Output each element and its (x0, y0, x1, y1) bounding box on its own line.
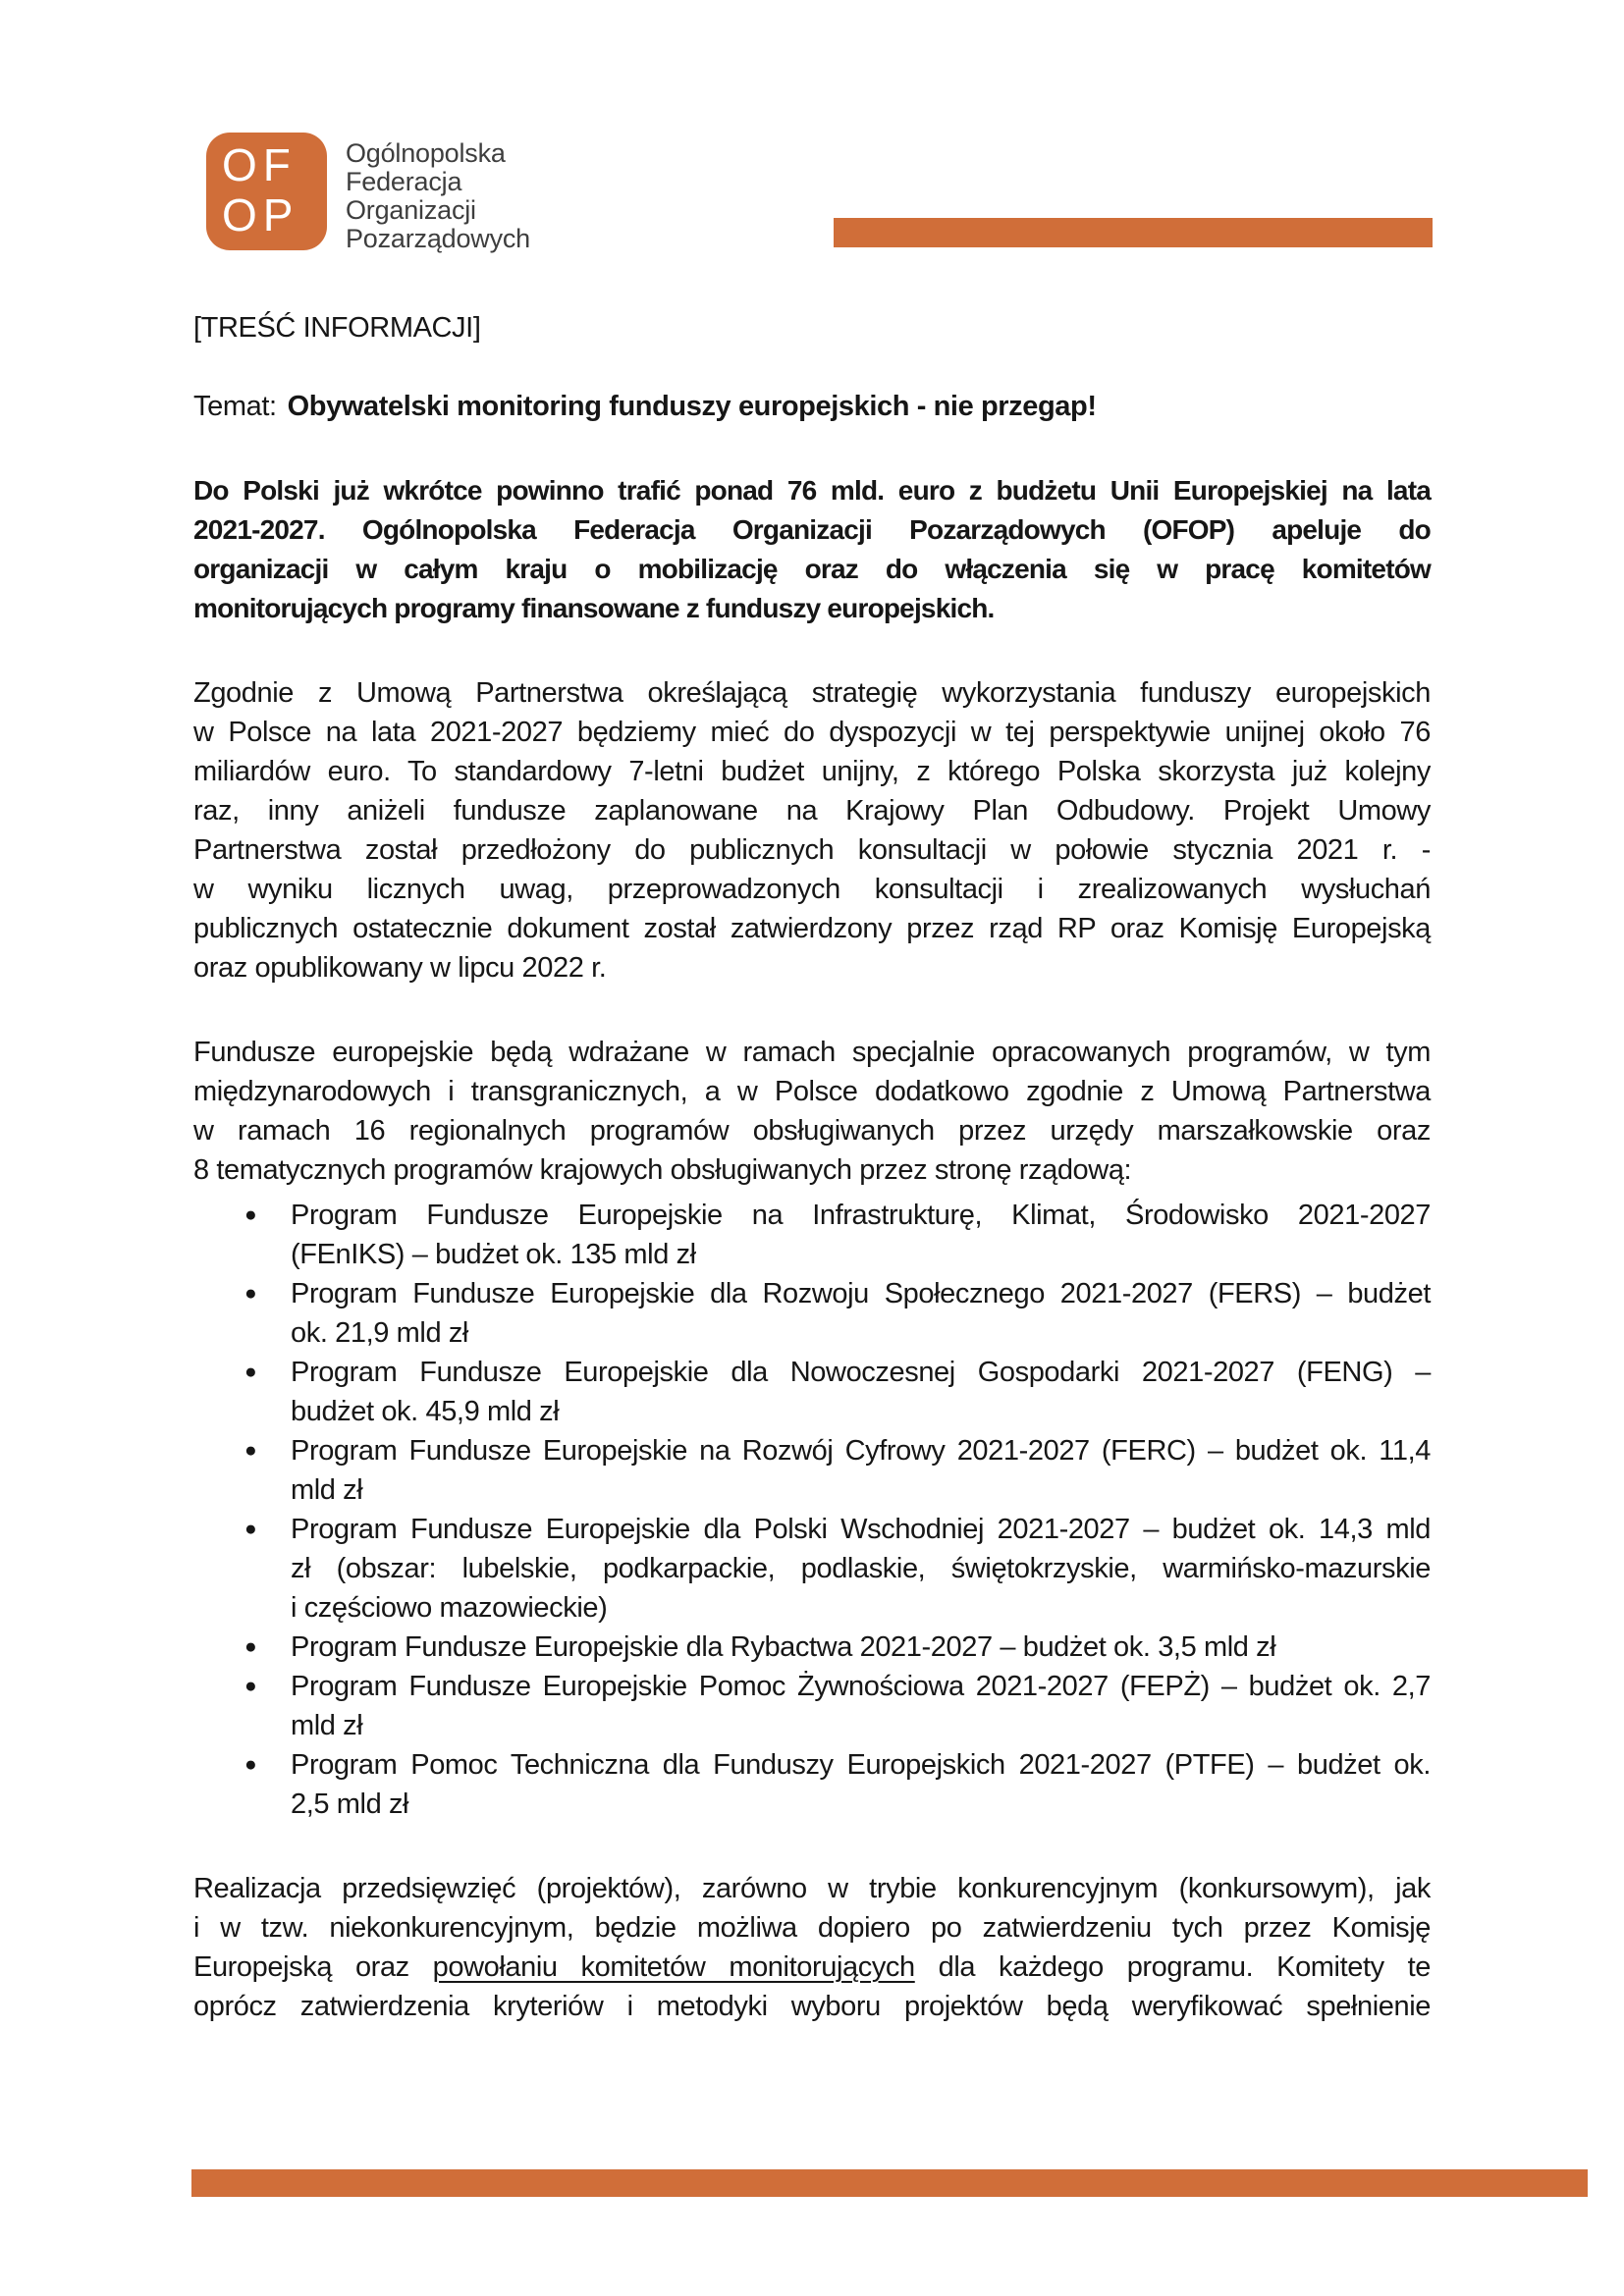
bottom-accent-bar (191, 2169, 1588, 2197)
bullet-icon: ● (244, 1753, 257, 1776)
bullet-icon: ● (244, 1203, 257, 1226)
text-segment: 8 tematycznych programów krajowych obsługiwanych przez stronę rządową: (193, 1154, 1132, 1186)
paragraph-line (193, 752, 1431, 791)
paragraph-line (193, 1869, 1431, 1908)
subject-title: Obywatelski monitoring funduszy europejskich - nie przegap! (287, 391, 1097, 422)
text-segment: ok. 21,9 mld zł (291, 1317, 468, 1349)
text-segment: budżet ok. 45,9 mld zł (291, 1396, 560, 1427)
paragraph-line (291, 1353, 1431, 1392)
bullet-icon: ● (244, 1675, 257, 1697)
paragraph-line (291, 1431, 1431, 1470)
text-segment: Program Fundusze Europejskie dla Rozwoju Społecznego 2021-2027 (FERS) – budżet (291, 1278, 1431, 1309)
content-tag: [TREŚĆ INFORMACJI] (193, 312, 481, 344)
underlined-phrase: powołaniu komitetów monitorujących (432, 1951, 915, 1983)
text-segment: dla każdego programu. Komitety te (914, 1951, 1431, 1983)
paragraph-line (291, 1628, 1431, 1667)
text-segment: i w tzw. niekonkurencyjnym, będzie możliwa dopiero po zatwierdzeniu tych przez Komisję (193, 1912, 1431, 1944)
list-item (193, 1510, 1431, 1628)
text-segment: i częściowo mazowieckie) (291, 1592, 608, 1624)
organization-name-line: Federacja (346, 167, 462, 196)
program-list (193, 1196, 1431, 1824)
paragraph-line (193, 1948, 1431, 1987)
text-segment: Partnerstwa został przedłożony do publicznych konsultacji w połowie stycznia 2021 r. - (193, 834, 1431, 866)
paragraph-line (193, 830, 1431, 870)
text-segment: Program Fundusze Europejskie dla Polski Wschodniej 2021-2027 – budżet ok. 14,3 mld (291, 1514, 1431, 1545)
paragraph-line (193, 1072, 1431, 1111)
text-segment: Program Fundusze Europejskie dla Rybactwa 2021-2027 – budżet ok. 3,5 mld zł (291, 1631, 1276, 1663)
bullet-icon: ● (244, 1282, 257, 1305)
organization-name (346, 139, 530, 253)
text-segment: Program Fundusze Europejskie dla Nowoczesnej Gospodarki 2021-2027 (FENG) – (291, 1357, 1431, 1388)
paragraph-line (291, 1274, 1431, 1313)
paragraph-line (193, 1033, 1431, 1072)
paragraph-line (291, 1588, 1431, 1628)
paragraph-line (193, 673, 1431, 713)
text-segment: Do Polski już wkrótce powinno trafić ponad 76 mld. euro z budżetu Unii Europejskiej na lata (193, 475, 1431, 506)
paragraph-line (291, 1196, 1431, 1235)
text-segment: Realizacja przedsięwzięć (projektów), zarówno w trybie konkurencyjnym (konkursowym), jak (193, 1873, 1431, 1904)
list-item (193, 1628, 1431, 1667)
paragraph-line (193, 713, 1431, 752)
paragraph-line (291, 1235, 1431, 1274)
text-segment: Program Fundusze Europejskie na Rozwój Cyfrowy 2021-2027 (FERC) – budżet ok. 11,4 (291, 1435, 1431, 1467)
list-item (193, 1274, 1431, 1353)
text-segment: 2,5 mld zł (291, 1789, 409, 1820)
ofop-logo (206, 133, 327, 250)
list-item (193, 1745, 1431, 1824)
document-content (193, 308, 1431, 2026)
organization-name-line: Ogólnopolska (346, 138, 506, 168)
text-segment: zł (obszar: lubelskie, podkarpackie, podlaskie, świętokrzyskie, warmińsko-mazurskie (291, 1553, 1431, 1584)
subject-line (193, 387, 1431, 426)
paragraph (193, 673, 1431, 988)
text-segment: Zgodnie z Umową Partnerstwa określającą strategię wykorzystania funduszy europejskich (193, 677, 1431, 709)
text-segment: monitorujących programy finansowane z funduszy europejskich. (193, 593, 995, 623)
paragraph-line (291, 1313, 1431, 1353)
text-segment: Europejską oraz (193, 1951, 433, 1983)
paragraph-line (193, 1111, 1431, 1150)
text-segment: oprócz zatwierdzenia kryteriów i metodyki wyboru projektów będą weryfikować spełnienie (193, 1991, 1431, 2022)
list-item (193, 1196, 1431, 1274)
text-segment: miliardów euro. To standardowy 7-letni budżet unijny, z którego Polska skorzysta już kolejny (193, 756, 1431, 787)
paragraph-line (193, 589, 1431, 628)
paragraph-line (291, 1785, 1431, 1824)
text-segment: Program Pomoc Techniczna dla Funduszy Europejskich 2021-2027 (PTFE) – budżet ok. (291, 1749, 1431, 1781)
paragraph-line (193, 909, 1431, 948)
paragraph-line (193, 471, 1431, 510)
organization-name-line: Pozarządowych (346, 224, 530, 253)
paragraph (193, 1869, 1431, 2026)
text-segment: Program Fundusze Europejskie na Infrastrukturę, Klimat, Środowisko 2021-2027 (291, 1200, 1431, 1231)
text-segment: publicznych ostatecznie dokument został zatwierdzony przez rząd RP oraz Komisję Europejską (193, 913, 1431, 944)
text-segment: w Polsce na lata 2021-2027 będziemy mieć do dyspozycji w tej perspektywie unijnej około 76 (193, 717, 1431, 748)
logo-abbr-top: OF (222, 139, 297, 190)
list-item (193, 1667, 1431, 1745)
top-accent-bar (834, 218, 1433, 247)
text-segment: mld zł (291, 1474, 363, 1506)
paragraph-line (193, 1150, 1431, 1190)
text-segment: w ramach 16 regionalnych programów obsługiwanych przez urzędy marszałkowskie oraz (193, 1115, 1431, 1147)
paragraph-line (193, 1987, 1431, 2026)
text-segment: oraz opublikowany w lipcu 2022 r. (193, 952, 607, 984)
paragraph-line (193, 550, 1431, 589)
paragraph-line (291, 1549, 1431, 1588)
paragraph-line (193, 791, 1431, 830)
organization-name-line: Organizacji (346, 195, 476, 225)
text-segment: międzynarodowych i transgranicznych, a w Polsce dodatkowo zgodnie z Umową Partnerstwa (193, 1076, 1431, 1107)
text-segment: Program Fundusze Europejskie Pomoc Żywnościowa 2021-2027 (FEPŻ) – budżet ok. 2,7 (291, 1671, 1431, 1702)
text-segment: Fundusze europejskie będą wdrażane w ramach specjalnie opracowanych programów, w tym (193, 1037, 1431, 1068)
text-segment: mld zł (291, 1710, 363, 1741)
bullet-icon: ● (244, 1635, 257, 1658)
paragraph-line (291, 1510, 1431, 1549)
paragraph-line (193, 870, 1431, 909)
paragraph-line (291, 1392, 1431, 1431)
paragraph-line (193, 948, 1431, 988)
paragraph-line (193, 1908, 1431, 1948)
paragraph (193, 1033, 1431, 1190)
paragraph-line (193, 510, 1431, 550)
bullet-icon: ● (244, 1439, 257, 1462)
list-item (193, 1431, 1431, 1510)
logo-abbr-bottom: OP (222, 189, 299, 240)
paragraph (193, 471, 1431, 628)
paragraph-line (291, 1667, 1431, 1706)
bullet-icon: ● (244, 1518, 257, 1540)
text-segment: 2021-2027. Ogólnopolska Federacja Organizacji Pozarządowych (OFOP) apeluje do (193, 514, 1431, 545)
text-segment: raz, inny aniżeli fundusze zaplanowane na Krajowy Plan Odbudowy. Projekt Umowy (193, 795, 1431, 827)
list-item (193, 1353, 1431, 1431)
document-body (193, 471, 1431, 2026)
paragraph-line (291, 1706, 1431, 1745)
paragraph-line (291, 1470, 1431, 1510)
bullet-icon: ● (244, 1361, 257, 1383)
text-segment: (FEnIKS) – budżet ok. 135 mld zł (291, 1239, 696, 1270)
subject-label: Temat: (193, 391, 277, 422)
paragraph-line (291, 1745, 1431, 1785)
text-segment: organizacji w całym kraju o mobilizację oraz do włączenia się w pracę komitetów (193, 554, 1431, 584)
text-segment: w wyniku licznych uwag, przeprowadzonych konsultacji i zrealizowanych wysłuchań (193, 874, 1431, 905)
